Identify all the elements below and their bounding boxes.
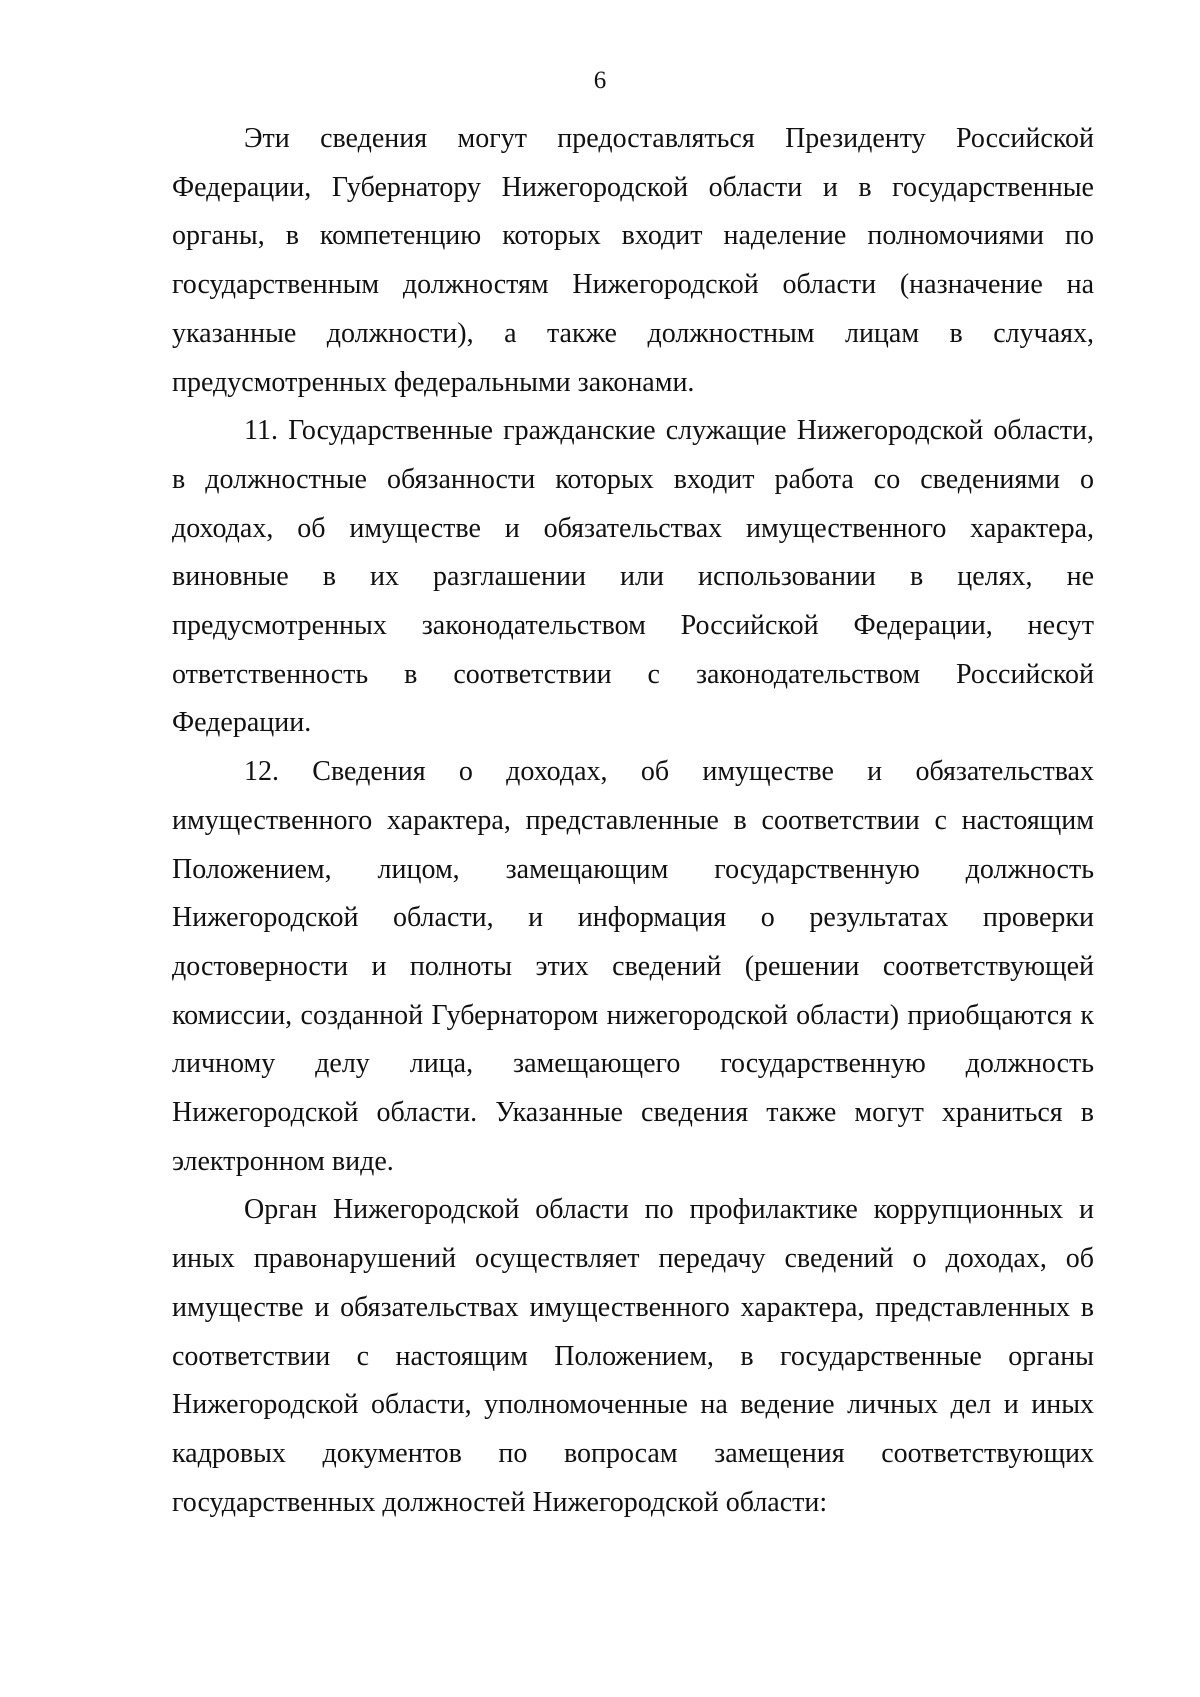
paragraph-disclosure-recipients: Эти сведения могут предоставляться Президенту Российской Федерации, Губернатору Нижегородской области и в государственные органы, в компетенцию которых входит наделение полномочиями по государственным должностям Нижегородской области (назначение на указанные должности), а также должностным лицам в случаях, предусмотренных федеральными законами. [172,123,1094,398]
paragraph-item-12: 12. Сведения о доходах, об имуществе и обязательствах имущественного характера, представленные в соответствии с настоящим Положением, лицом, замещающим государственную должность Нижегородской области, и информация о результатах проверки достоверности и полноты этих сведений (решении соответствующей комиссии, созданной Губернатором нижегородской области) приобщаются к личному делу лица, замещающего государственную должность Нижегородской области. Указанные сведения также могут храниться в электронном виде. [172,756,1094,1177]
page-number: 6 [593,67,607,94]
document-body [172,115,1094,1527]
paragraph-item-11: 11. Государственные гражданские служащие Нижегородской области, в должностные обязанности которых входит работа со сведениями о доходах, об имуществе и обязательствах имущественного характера, виновные в их разглашении или использовании в целях, не предусмотренных законодательством Российской Федерации, несут ответственность в соответствии с законодательством Российской Федерации. [172,415,1094,739]
paragraph-transfer-of-information: Орган Нижегородской области по профилактике коррупционных и иных правонарушений осуществляет передачу сведений о доходах, об имуществе и обязательствах имущественного характера, представленных в соответствии с настоящим Положением, в государственные органы Нижегородской области, уполномоченные на ведение личных дел и иных кадровых документов по вопросам замещения соответствующих государственных должностей Нижегородской области: [172,1194,1094,1518]
